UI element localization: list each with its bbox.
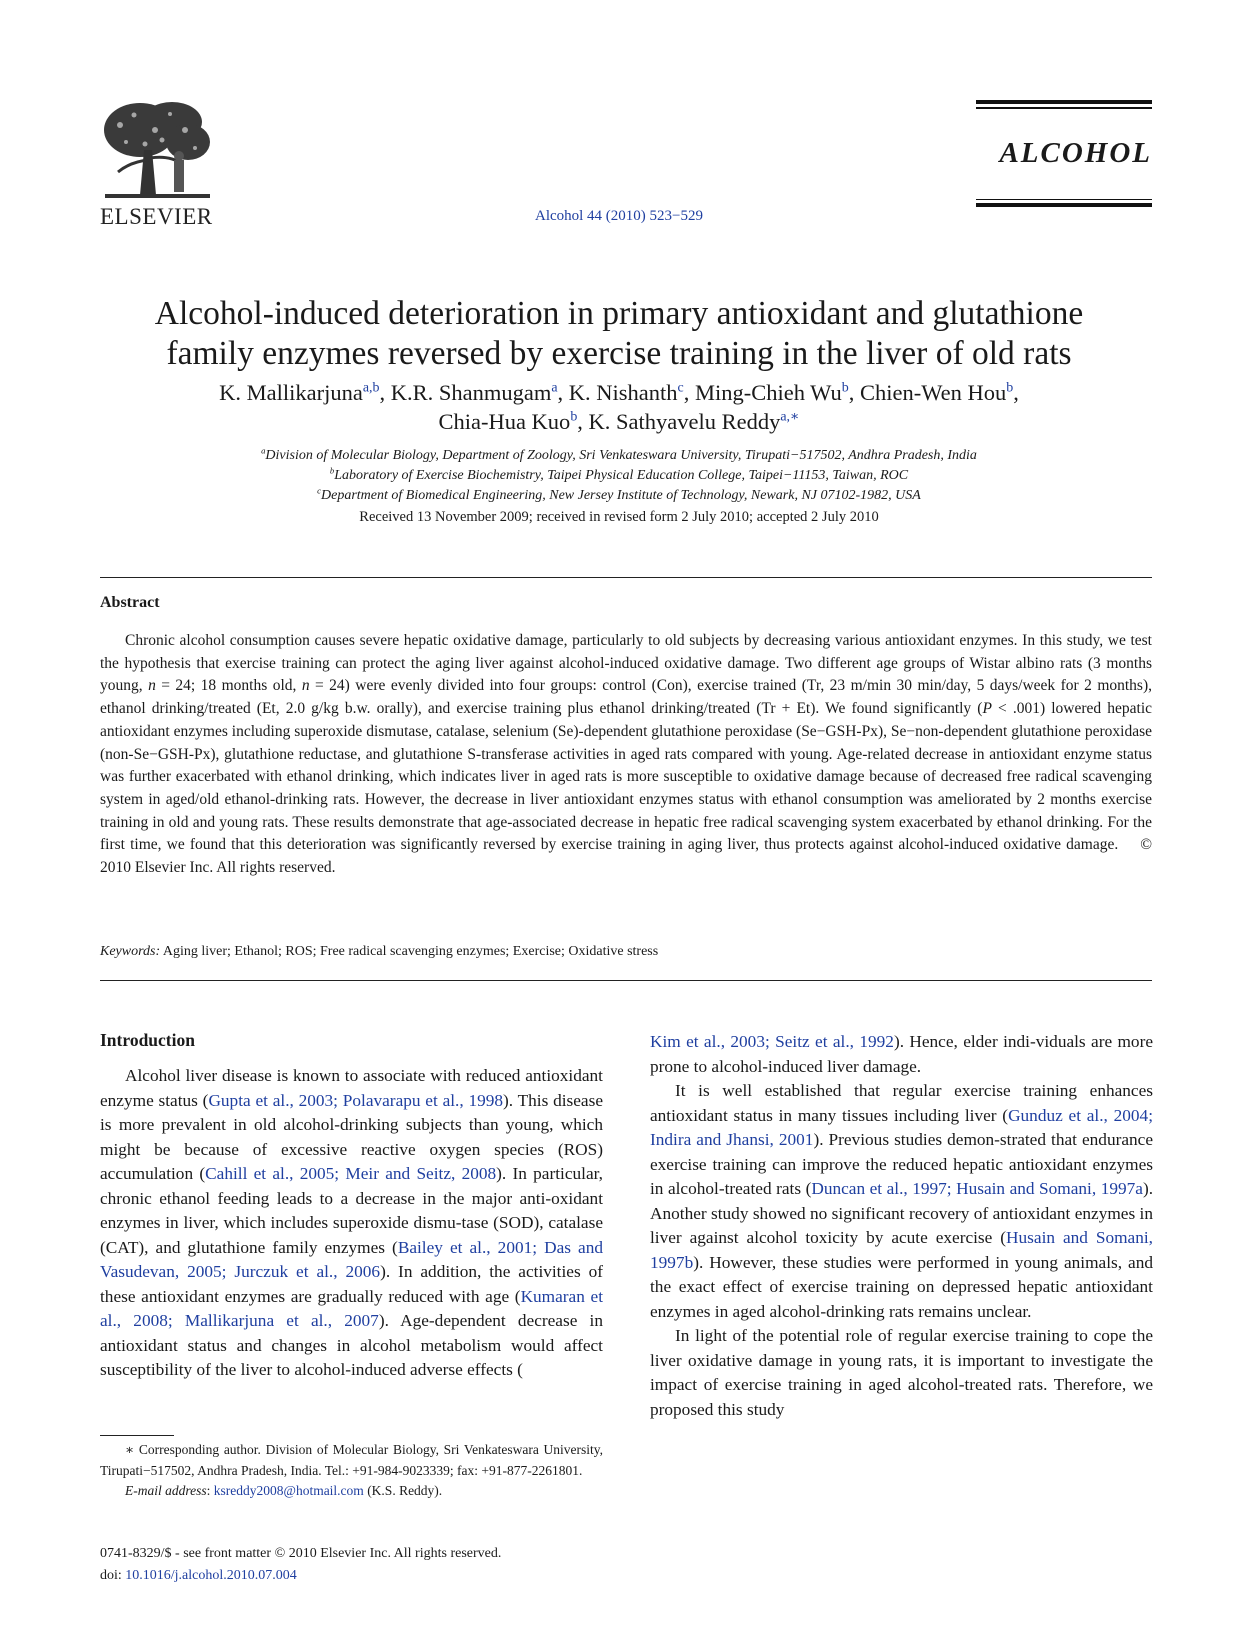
reference-link[interactable]: Kim et al., 2003; Seitz et al., 1992 (650, 1032, 894, 1051)
author-separator: , (577, 409, 589, 434)
author-name: K. Sathyavelu Reddy (588, 409, 781, 434)
journal-name: ALCOHOL (999, 136, 1152, 169)
abstract-text: < .001) lowered hepatic antioxidant enzymes including superoxide dismutase, catalase, selenium (Se)-dependent glutathione peroxidase (Se−GSH-Px), Se−non-dependent glutathione peroxidase (non-Se−GSH-Px), glutathione reductase, and glutathione S-transferase activities in aged rats compared with young. Age-related decrease in antioxidant enzyme status was further exacerbated with ethanol drinking, which indicates liver in aged rats is more susceptible to oxidative damage because of decreased free radical scavenging system in aged/old ethanol-drinking rats. However, the decrease in liver antioxidant enzymes status with ethanol consumption was ameliorated by 2 months exercise training in old and young rats. These results demonstrate that age-associated decrease in hepatic free radical scavenging system exacerbated by ethanol drinking. For the first time, we found that this deterioration was significantly reversed by exercise training in aging liver, thus protects against alcohol-induced oxidative damage. (100, 700, 1153, 854)
abstract-body (100, 630, 1152, 880)
paragraph-text: ). Another study showed no significant recovery of antioxidant enzymes in liver against alcohol toxicity by acute exercise ( (650, 1179, 1154, 1247)
paragraph-text: ). Previous studies demon-strated that endurance exercise training can improve the reduced hepatic antioxidant enzymes in alcohol-treated rats ( (650, 1130, 1153, 1198)
publisher-name: ELSEVIER (100, 204, 213, 229)
affiliation-item (80, 446, 1158, 466)
author-separator: , (848, 380, 860, 405)
author-name: K.R. Shanmugam (390, 380, 552, 405)
keywords (100, 944, 658, 960)
affiliation-text: Laboratory of Exercise Biochemistry, Taipei Physical Education College, Taipei−11153, Taiwan, ROC (334, 468, 909, 483)
footnote-mark: ∗ (125, 1442, 135, 1457)
affiliation-text: Division of Molecular Biology, Department of Zoology, Sri Venkateswara University, Tirupati−517502, Andhra Pradesh, India (265, 448, 977, 463)
paragraph-text: Alcohol liver disease is known to associate with reduced antioxidant enzyme status ( (100, 1066, 603, 1110)
reference-link[interactable]: Cahill et al., 2005; Meir and Seitz, 2008 (205, 1164, 497, 1183)
author-name: Chia-Hua Kuo (438, 409, 571, 434)
paragraph-text: ). In addition, the activities of these antioxidant enzymes are gradually reduced with age ( (100, 1262, 603, 1306)
footnote-text: Corresponding author. Division of Molecular Biology, Sri Venkateswara University, Tirupati−517502, Andhra Pradesh, India. Tel.: +91-984-9023339; fax: +91-877-2261801. (100, 1442, 603, 1478)
affiliation-text: Department of Biomedical Engineering, New Jersey Institute of Technology, Newark, NJ 07102-1982, USA (321, 488, 921, 503)
footnote-email (100, 1481, 603, 1502)
paragraph-text: ). Age-dependent decrease in antioxidant status and changes in alcohol metabolism would affect susceptibility of the liver to alcohol-induced adverse effects ( (100, 1311, 603, 1379)
email-owner: (K.S. Reddy). (363, 1483, 443, 1498)
abstract-copyright: © 2010 Elsevier Inc. All rights reserved. (100, 836, 1152, 877)
masthead-rule-bottom (976, 203, 1152, 207)
author-affiliation-mark[interactable]: b (570, 409, 578, 425)
author-name: K. Nishanth (568, 380, 678, 405)
article-header (80, 294, 1158, 526)
paragraph-text: It is well established that regular exercise training enhances antioxidant status in many tissues including liver ( (650, 1081, 1153, 1125)
masthead-rule-top (976, 100, 1152, 104)
intro-paragraph-1-continued (650, 1030, 1153, 1079)
affiliation-mark: a (261, 445, 266, 456)
front-matter (100, 1543, 501, 1587)
keywords-label: Keywords: (100, 944, 161, 959)
corresponding-author-mark[interactable]: a,∗ (780, 409, 800, 425)
title-line-1: Alcohol-induced deterioration in primary antioxidant and glutathione (154, 295, 1084, 332)
corresponding-author-footnote (100, 1440, 603, 1502)
affiliation-mark: c (317, 485, 321, 496)
author-separator: , (683, 380, 695, 405)
abstract-text: = 24; 18 months old, (155, 677, 302, 695)
author-separator: , (557, 380, 569, 405)
keywords-text: Aging liver; Ethanol; ROS; Free radical scavenging enzymes; Exercise; Oxidative stress (162, 944, 659, 959)
author-affiliation-mark[interactable]: b (841, 380, 849, 396)
email-link[interactable]: ksreddy2008@hotmail.com (213, 1483, 364, 1498)
affiliation-item (80, 486, 1158, 506)
paragraph-text: ). However, these studies were performed in young animals, and the exact effect of exercise training on depressed hepatic antioxidant enzymes in aged alcohol-drinking rats remains unclear. (650, 1252, 1153, 1321)
masthead-rule-top-thin (976, 107, 1152, 109)
author-name: K. Mallikarjuna (219, 380, 363, 405)
title-line-2: family enzymes reversed by exercise training in the liver of old rats (166, 335, 1072, 372)
introduction-heading: Introduction (100, 1030, 195, 1050)
author-name: Chien-Wen Hou (860, 380, 1007, 405)
issn-line: 0741-8329/$ - see front matter © 2010 Elsevier Inc. All rights reserved. (100, 1546, 502, 1561)
intro-paragraph-3: In light of the potential role of regular exercise training to cope the liver oxidative damage in young rats, it is important to investigate the impact of exercise training in aged alcohol-treated rats. Therefore, we proposed this study (650, 1326, 1153, 1419)
author-affiliation-mark[interactable]: b (1006, 380, 1014, 396)
author-name: Ming-Chieh Wu (694, 380, 842, 405)
affiliation-list (80, 446, 1158, 506)
paragraph-text: ). Hence, elder indi-viduals are more prone to alcohol-induced liver damage. (650, 1032, 1153, 1076)
abstract-text: = 24) were evenly divided into four groups: control (Con), exercise trained (Tr, 23 m/min 30 min/day, 5 days/week for 2 months), ethanol drinking/treated (Et, 2.0 g/kg b.w. orally), and exercise training plus ethanol drinking/treated (Tr + Et). We found significantly ( (100, 677, 1152, 718)
journal-citation-link[interactable]: Alcohol 44 (2010) 523−529 (534, 208, 704, 224)
author-list (80, 378, 1158, 436)
abstract-text: Chronic alcohol consumption causes severe hepatic oxidative damage, particularly to old subjects by decreasing various antioxidant enzymes. In this study, we test the hypothesis that exercise training can protect the aging liver against alcohol-induced oxidative damage. Two different age groups of Wistar albino rats (3 months young, (100, 632, 1152, 695)
abstract-bottom-divider (100, 980, 1152, 981)
reference-link[interactable]: Bailey et al., 2001; Das and Vasudevan, 2005; Jurczuk et al., 2006 (100, 1237, 603, 1281)
author-affiliation-mark[interactable]: a,b (362, 380, 380, 396)
footnote-divider (100, 1435, 174, 1436)
email-label: E-mail address (125, 1483, 207, 1498)
affiliation-item (80, 466, 1158, 486)
email-colon: : (206, 1483, 214, 1498)
doi-line (100, 1565, 501, 1587)
reference-link[interactable]: Gupta et al., 2003; Polavarapu et al., 1998 (208, 1090, 504, 1110)
reference-link[interactable]: Kumaran et al., 2008; Mallikarjuna et al., 2007 (100, 1286, 604, 1330)
paragraph-text: ). In particular, chronic ethanol feeding leads to a decrease in the major anti-oxidant enzymes in liver, which includes superoxide dismu-tase (SOD), catalase (CAT), and glutathione family enzymes ( (100, 1164, 603, 1257)
author-affiliation-mark[interactable]: a (551, 380, 558, 396)
article-title (80, 294, 1158, 374)
intro-paragraph-2 (650, 1079, 1153, 1324)
tree-logo-icon (100, 100, 215, 200)
body-column-left (100, 1034, 603, 1383)
reference-link[interactable]: Gunduz et al., 2004; Indira and Jhansi, 2001 (650, 1105, 1154, 1149)
intro-paragraph-1 (100, 1064, 603, 1383)
body-column-right (650, 1030, 1153, 1422)
footnote-address (100, 1440, 603, 1481)
variable-n: n (301, 677, 310, 695)
received-dates: Received 13 November 2009; received in revised form 2 July 2010; accepted 2 July 2010 (359, 509, 879, 525)
variable-n: n (148, 677, 156, 695)
paragraph-text: ). This disease is more prevalent in old alcohol-drinking subjects than young, which might be because of excessive reactive oxygen species (ROS) accumulation ( (100, 1090, 603, 1183)
doi-link[interactable]: 10.1016/j.alcohol.2010.07.004 (125, 1568, 297, 1583)
author-separator: , (379, 380, 391, 405)
abstract-heading: Abstract (100, 594, 160, 611)
author-affiliation-mark[interactable]: c (677, 380, 684, 396)
author-separator: , (1013, 380, 1019, 405)
doi-label: doi: (100, 1568, 126, 1583)
reference-link[interactable]: Husain and Somani, 1997b (650, 1228, 1153, 1272)
variable-p: P (982, 700, 992, 718)
abstract-top-divider (100, 577, 1152, 578)
affiliation-mark: b (329, 465, 335, 476)
reference-link[interactable]: Duncan et al., 1997; Husain and Somani, 1997a (811, 1179, 1143, 1198)
masthead-rule-bottom-thin (976, 199, 1152, 201)
journal-masthead (976, 100, 1152, 207)
